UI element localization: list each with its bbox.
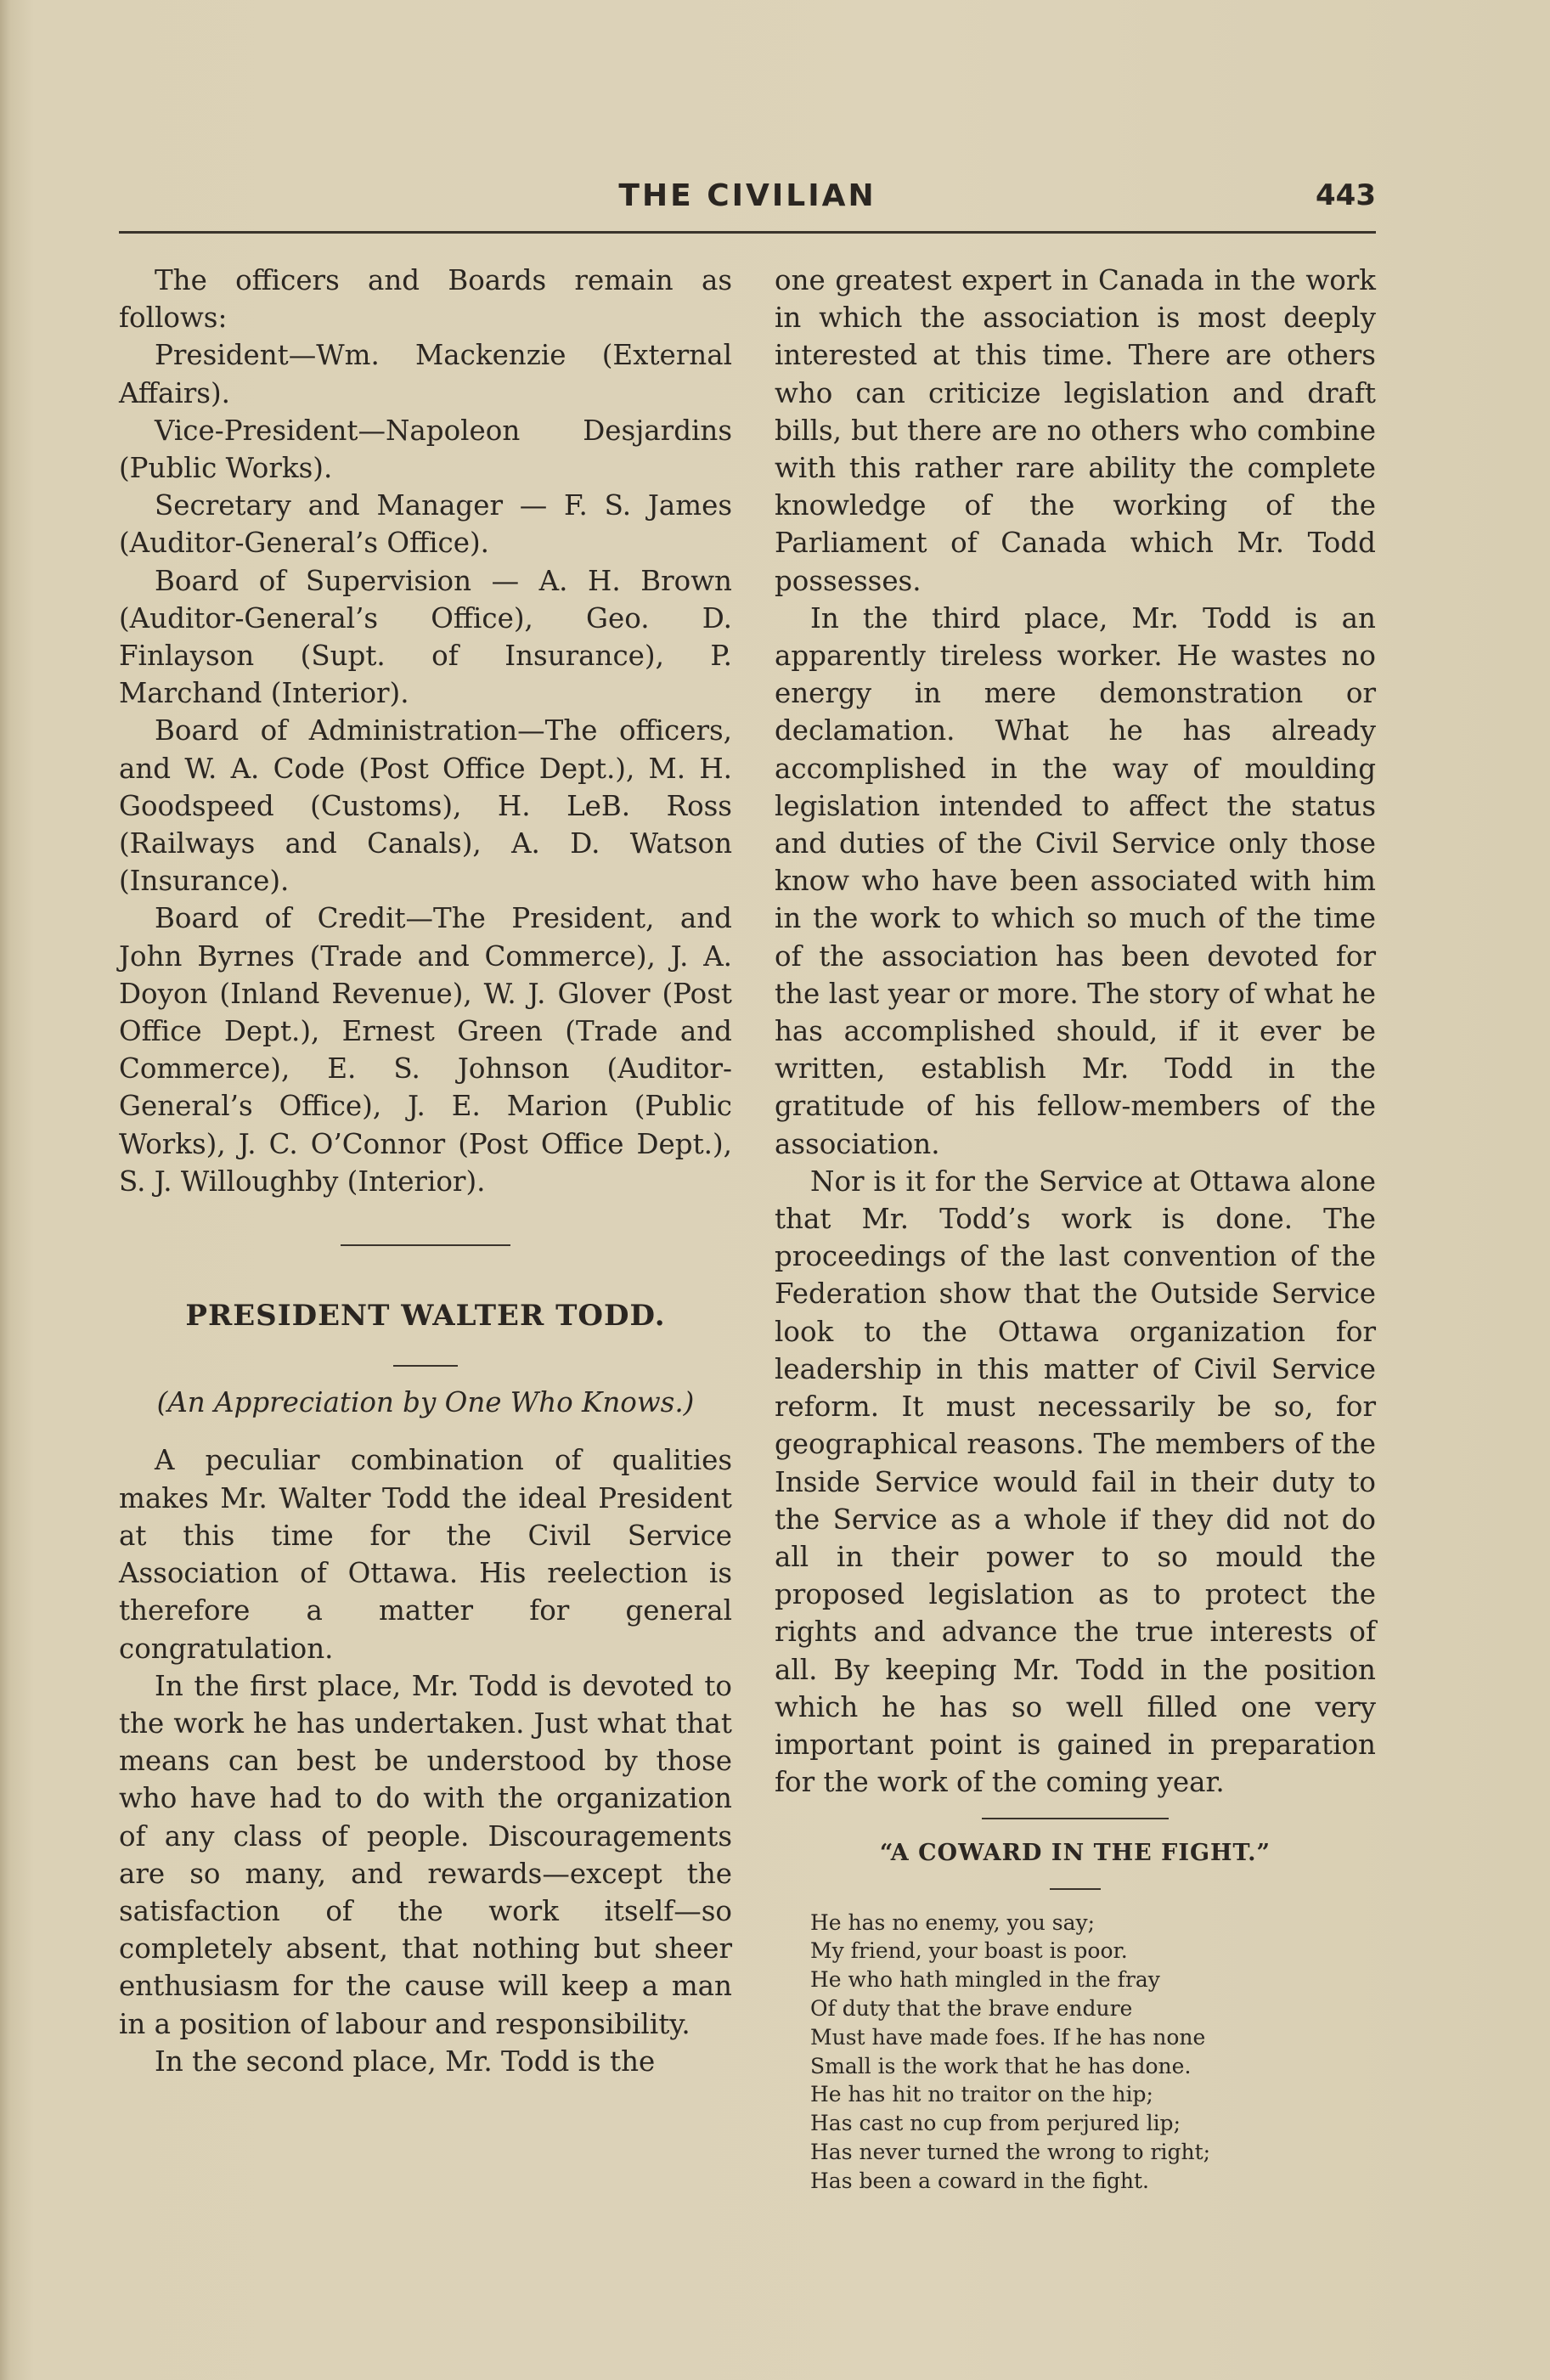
officer-entry: Board of Administration—The officers, and W. A. Code (Post Office Dept.), M. H. Goodspeed (Customs), H. LeB. Ross (Railways and Canals), A. D. Watson (Insurance). (119, 714, 732, 898)
article-paragraph: Nor is it for the Service at Ottawa alone that Mr. Todd’s work is done. The proceedings of the last convention of the Federation show that the Outside Service look to the Ottawa organization for leadership in this matter of Civil Service reform. It must necessarily be so, for geographical reasons. The members of the Inside Service would fail in their duty to the Service as a whole if they did not do all in their power to so mould the proposed legislation as to protect the rights and advance the true interests of all. By keeping Mr. Todd in the position which he has so well filled one very important point is gained in preparation for the work of the coming year. (775, 1165, 1376, 1799)
article-subtitle: (An Appreciation by One Who Knows.) (156, 1386, 695, 1419)
poem-line: Has never turned the wrong to right; (810, 2139, 1211, 2164)
page-number: 443 (1316, 178, 1376, 212)
running-title: THE CIVILIAN (618, 178, 876, 213)
poem-title: “A COWARD IN THE FIGHT.” (879, 1840, 1271, 1867)
right-column (775, 262, 1376, 2196)
page-header (119, 178, 1376, 212)
officer-entry: Board of Supervision — A. H. Brown (Auditor-General’s Office), Geo. D. Finlayson (Supt. of Insurance), P. Marchand (Interior). (119, 564, 732, 710)
article-title: PRESIDENT WALTER TODD. (185, 1299, 666, 1334)
article-paragraph: In the second place, Mr. Todd is the (155, 2044, 656, 2078)
officer-entry: Vice-President—Napoleon Desjardins (Public Works). (119, 414, 732, 485)
poem-line: He has hit no traitor on the hip; (810, 2082, 1153, 2107)
header-rule (119, 231, 1376, 234)
left-column (119, 262, 732, 2080)
article-paragraph: one greatest expert in Canada in the work in which the association is most deeply interested at this time. There are others who can criticize legislation and draft bills, but there are no others who combine with this rather rare ability the complete knowledge of the working of the Parliament of Canada which Mr. Todd possesses. (775, 264, 1376, 597)
poem-line: Of duty that the brave endure (810, 1995, 1133, 2021)
officers-intro: The officers and Boards remain as follows: (119, 264, 732, 335)
article-paragraph: In the first place, Mr. Todd is devoted to the work he has undertaken. Just what that means can best be understood by those who have had to do with the organization of any class of people. Discouragements are so many, and rewards—except the satisfaction of the work itself—so completely absent, that nothing but sheer enthusiasm for the cause will keep a man in a position of labour and responsibility. (119, 1669, 732, 2040)
poem-line: He who hath mingled in the fray (810, 1967, 1160, 1993)
officer-entry: President—Wm. Mackenzie (External Affairs). (119, 339, 732, 409)
poem-line: Has been a coward in the fight. (810, 2168, 1149, 2193)
poem-line: Small is the work that he has done. (810, 2053, 1192, 2078)
officer-entry: Secretary and Manager — F. S. James (Auditor-General’s Office). (119, 489, 732, 560)
article-paragraph: A peculiar combination of qualities makes Mr. Walter Todd the ideal President at this time for the Civil Service Association of Ottawa. His reelection is therefore a matter for general congratulation. (119, 1444, 732, 1665)
poem (775, 1909, 1376, 2196)
poem-line: Has cast no cup from perjured lip; (810, 2111, 1181, 2136)
article-paragraph: In the third place, Mr. Todd is an apparently tireless worker. He wastes no energy in mere demonstration or declamation. What he has already accomplished in the way of moulding legislation intended to affect the status and duties of the Civil Service only those know who have been associated with him in the work to which so much of the time of the association has been devoted for the last year or more. The story of what he has accomplished should, if it ever be written, establish Mr. Todd in the gratitude of his fellow-members of the association. (775, 601, 1376, 1160)
officer-entry: Board of Credit—The President, and John Byrnes (Trade and Commerce), J. A. Doyon (Inland Revenue), W. J. Glover (Post Office Dept.), Ernest Green (Trade and Commerce), E. S. Johnson (Auditor-General’s Office), J. E. Marion (Public Works), J. C. O’Connor (Post Office Dept.), S. J. Willoughby (Interior). (119, 902, 732, 1198)
poem-line: He has no enemy, you say; (810, 1909, 1096, 1935)
poem-line: My friend, your boast is poor. (810, 1938, 1128, 1964)
poem-line: Must have made foes. If he has none (810, 2024, 1206, 2050)
